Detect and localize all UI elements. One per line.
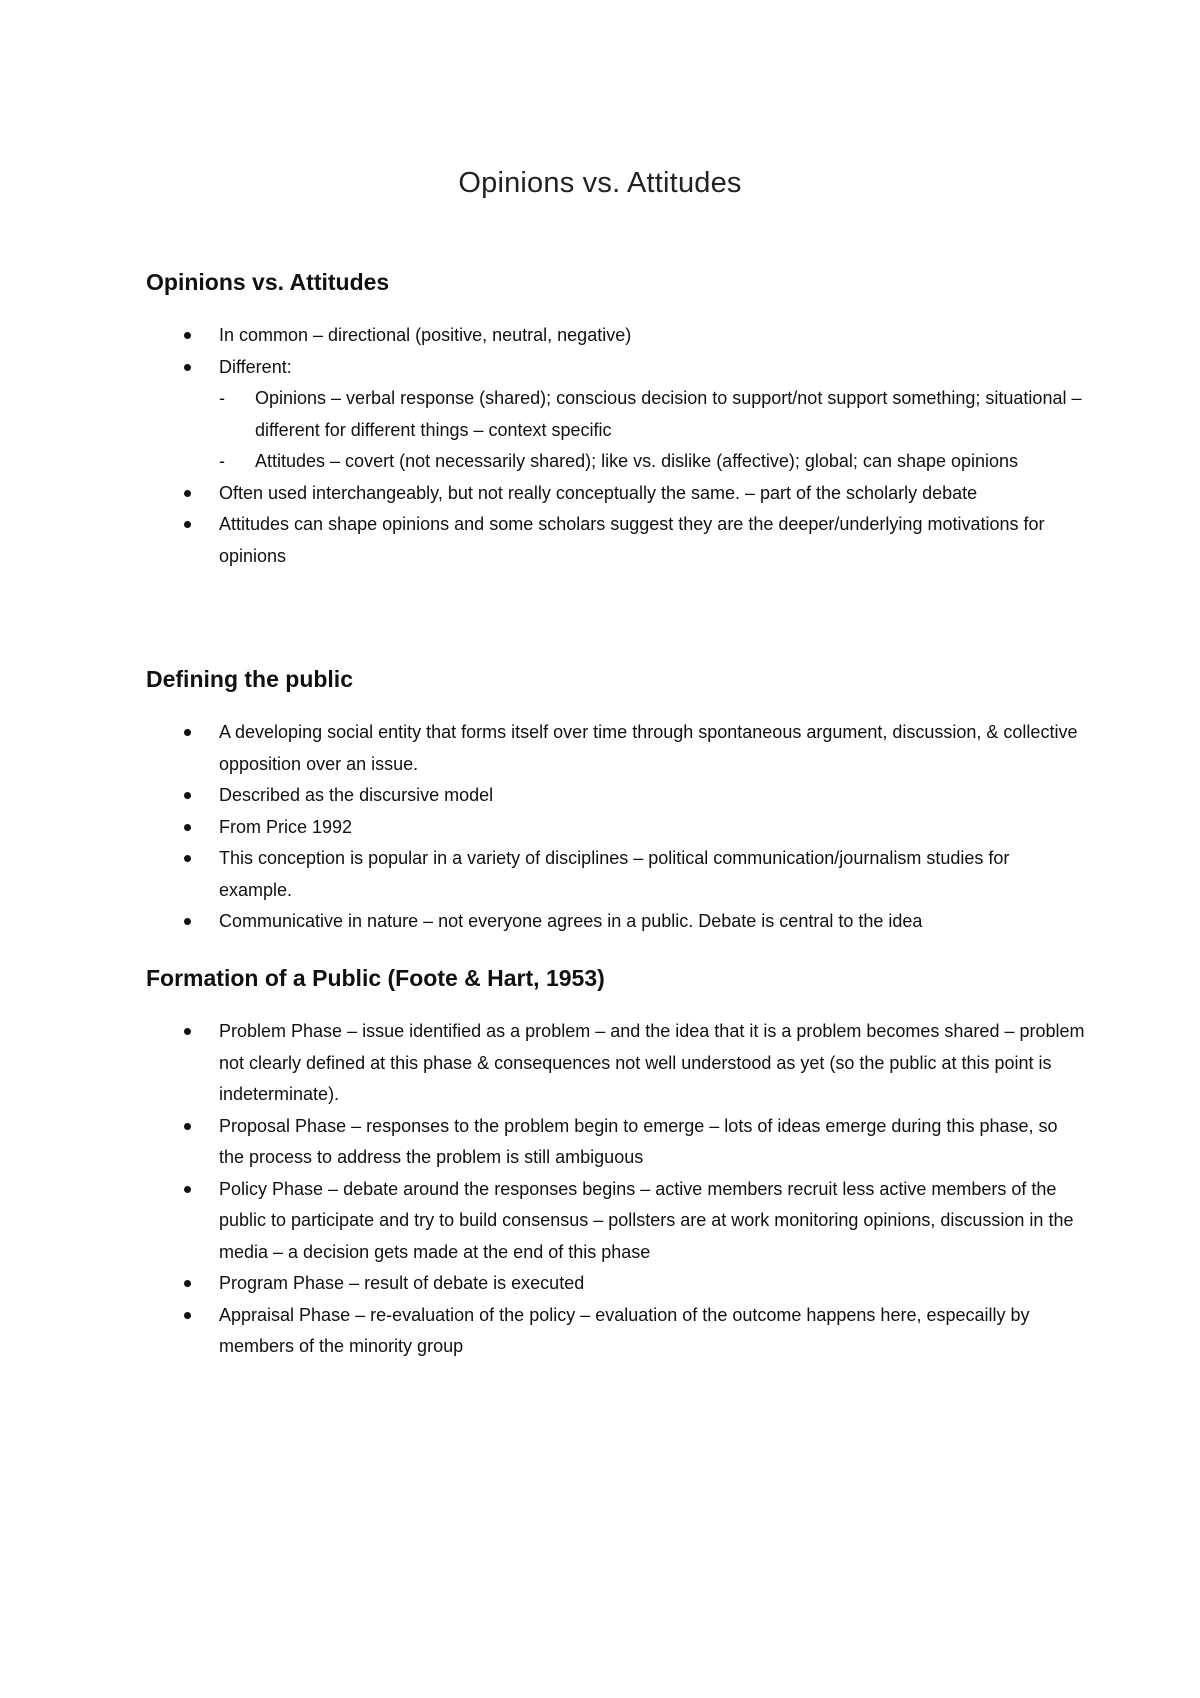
list-item: [146, 717, 1086, 780]
bullet-icon: [184, 855, 191, 862]
list-item-text: Often used interchangeably, but not really conceptually the same. – part of the scholarly debate: [219, 482, 978, 503]
list-item: [146, 1300, 1086, 1363]
list-item-text: Appraisal Phase – re-evaluation of the policy – evaluation of the outcome happens here, especailly by members of the minority group: [219, 1304, 1030, 1356]
dash-marker: -: [219, 388, 225, 408]
section-formation-of-a-public: [146, 962, 1086, 1363]
list-item-text: A developing social entity that forms itself over time through spontaneous argument, discussion, & collective opposition over an issue.: [219, 722, 1078, 774]
bullet-icon: [184, 1123, 191, 1130]
sub-list-item: [219, 446, 1086, 478]
bullet-list: [146, 717, 1086, 938]
list-item: [146, 780, 1086, 812]
list-item-text: Different:: [219, 356, 292, 377]
list-item: [146, 1268, 1086, 1300]
list-item-text: Described as the discursive model: [219, 785, 494, 805]
list-item-text: Problem Phase – issue identified as a problem – and the idea that it is a problem becomes shared – problem not clearly defined at this phase & consequences not well understood as yet (so the public at this point is indeterminate).: [219, 1021, 1085, 1104]
bullet-icon: [184, 332, 191, 339]
list-item: [146, 1111, 1086, 1174]
bullet-icon: [184, 824, 191, 831]
bullet-icon: [184, 918, 191, 925]
list-item: [146, 906, 1086, 938]
section-heading: Defining the public: [146, 666, 353, 692]
bullet-icon: [184, 364, 191, 371]
bullet-icon: [184, 1028, 191, 1035]
document-title: Opinions vs. Attitudes: [458, 167, 742, 200]
list-item-text: Program Phase – result of debate is executed: [219, 1273, 585, 1293]
bullet-icon: [184, 1186, 191, 1193]
bullet-icon: [184, 1312, 191, 1319]
bullet-icon: [184, 1280, 191, 1287]
list-item-text: From Price 1992: [219, 816, 353, 837]
bullet-list: [146, 320, 1086, 572]
bullet-icon: [184, 729, 191, 736]
list-item: [146, 1174, 1086, 1269]
list-item: [146, 352, 1086, 478]
bullet-list: [146, 1016, 1086, 1363]
list-item-text: Policy Phase – debate around the responses begins – active members recruit less active members of the public to participate and try to build consensus – pollsters are at work monitoring opinions, discussion in the media – a decision gets made at the end of this phase: [219, 1178, 1074, 1262]
bullet-icon: [184, 792, 191, 799]
bullet-icon: [184, 490, 191, 497]
sub-list-item-text: Attitudes – covert (not necessarily shared); like vs. dislike (affective); global; can shape opinions: [255, 451, 1019, 471]
section-defining-the-public: [146, 663, 1086, 938]
bullet-icon: [184, 521, 191, 528]
sub-list-item: [219, 383, 1086, 446]
list-item: [146, 320, 1086, 352]
list-item: [146, 843, 1086, 906]
list-item: [146, 509, 1086, 572]
list-item-text: Communicative in nature – not everyone agrees in a public. Debate is central to the idea: [219, 911, 923, 931]
sub-list: [219, 383, 1086, 478]
list-item: [146, 1016, 1086, 1111]
list-item-text: Proposal Phase – responses to the problem begin to emerge – lots of ideas emerge during this phase, so the process to address the problem is still ambiguous: [219, 1115, 1058, 1167]
list-item: [146, 812, 1086, 844]
sub-list-item-text: Opinions – verbal response (shared); conscious decision to support/not support something; situational – different for different things – context specific: [255, 388, 1082, 440]
dash-marker: -: [219, 451, 225, 471]
section-opinions-vs-attitudes: [146, 266, 1086, 572]
list-item-text: In common – directional (positive, neutral, negative): [219, 325, 632, 345]
section-heading: Formation of a Public (Foote & Hart, 1953): [146, 965, 605, 991]
list-item-text: Attitudes can shape opinions and some scholars suggest they are the deeper/underlying motivations for opinions: [219, 514, 1045, 566]
list-item: [146, 478, 1086, 510]
list-item-text: This conception is popular in a variety of disciplines – political communication/journalism studies for example.: [219, 848, 1010, 900]
section-heading: Opinions vs. Attitudes: [146, 269, 390, 295]
